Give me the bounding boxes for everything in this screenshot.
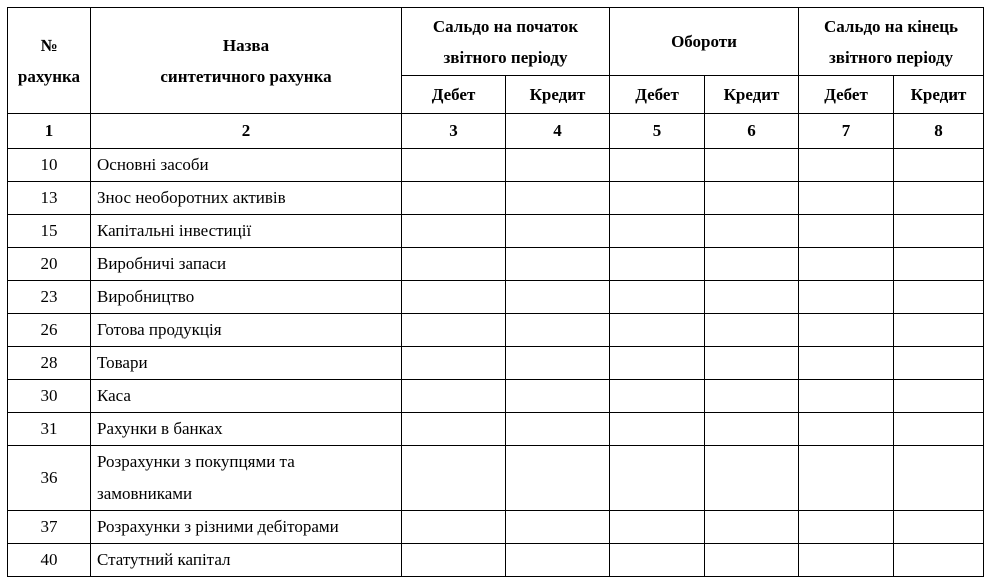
account-name-line: Рахунки в банках [97, 419, 223, 438]
amount-cell [799, 149, 894, 182]
account-name-cell [91, 446, 402, 511]
account-number-cell: 36 [8, 446, 91, 511]
account-number-cell: 10 [8, 149, 91, 182]
table-row [8, 413, 984, 446]
column-number: 4 [506, 114, 610, 149]
account-name-line: Капітальні інвестиції [97, 221, 252, 240]
amount-cell [799, 446, 894, 511]
amount-cell [610, 446, 705, 511]
column-number: 7 [799, 114, 894, 149]
amount-cell [610, 347, 705, 380]
amount-cell [799, 347, 894, 380]
column-number: 2 [91, 114, 402, 149]
column-number: 8 [894, 114, 984, 149]
amount-cell [402, 281, 506, 314]
amount-cell [705, 347, 799, 380]
amount-cell [705, 149, 799, 182]
trial-balance-table [7, 7, 984, 577]
table-row [8, 248, 984, 281]
amount-cell [506, 544, 610, 577]
account-name-cell [91, 314, 402, 347]
header-closing-line2: звітного періоду [828, 47, 954, 67]
amount-cell [894, 248, 984, 281]
amount-cell [610, 215, 705, 248]
amount-cell [705, 248, 799, 281]
amount-cell [610, 380, 705, 413]
amount-cell [705, 281, 799, 314]
header-closing-debit: Дебет [799, 76, 894, 114]
header-closing-balance [799, 8, 984, 76]
amount-cell [402, 413, 506, 446]
account-name-cell [91, 248, 402, 281]
account-number-cell: 28 [8, 347, 91, 380]
amount-cell [705, 446, 799, 511]
account-name-line: Статутний капітал [97, 550, 231, 569]
amount-cell [705, 511, 799, 544]
amount-cell [506, 413, 610, 446]
amount-cell [894, 446, 984, 511]
header-account-name-line2: синтетичного рахунка [160, 66, 332, 86]
column-number: 3 [402, 114, 506, 149]
account-name-line: Розрахунки з покупцями та [97, 452, 295, 471]
account-name-cell [91, 544, 402, 577]
column-number: 1 [8, 114, 91, 149]
amount-cell [610, 182, 705, 215]
amount-cell [402, 347, 506, 380]
table-row [8, 149, 984, 182]
amount-cell [894, 544, 984, 577]
amount-cell [799, 314, 894, 347]
account-name-cell [91, 149, 402, 182]
column-number: 5 [610, 114, 705, 149]
amount-cell [894, 347, 984, 380]
table-row [8, 544, 984, 577]
amount-cell [894, 149, 984, 182]
amount-cell [402, 511, 506, 544]
amount-cell [705, 413, 799, 446]
amount-cell [894, 511, 984, 544]
amount-cell [799, 544, 894, 577]
account-name-cell [91, 511, 402, 544]
account-number-cell: 37 [8, 511, 91, 544]
amount-cell [506, 281, 610, 314]
amount-cell [506, 182, 610, 215]
header-opening-credit: Кредит [506, 76, 610, 114]
amount-cell [799, 413, 894, 446]
amount-cell [506, 149, 610, 182]
table-row [8, 347, 984, 380]
amount-cell [894, 215, 984, 248]
column-number-row [8, 114, 984, 149]
account-name-cell [91, 347, 402, 380]
account-name-cell [91, 380, 402, 413]
account-number-cell: 13 [8, 182, 91, 215]
header-turnover: Обороти [610, 8, 799, 76]
account-number-cell: 20 [8, 248, 91, 281]
account-name-line: Виробництво [97, 287, 195, 306]
account-number-cell: 26 [8, 314, 91, 347]
account-number-cell: 30 [8, 380, 91, 413]
amount-cell [610, 413, 705, 446]
table-row [8, 511, 984, 544]
header-account-number [8, 8, 91, 114]
amount-cell [610, 149, 705, 182]
account-number-cell: 40 [8, 544, 91, 577]
header-turnover-credit: Кредит [705, 76, 799, 114]
amount-cell [610, 248, 705, 281]
table-row [8, 380, 984, 413]
amount-cell [506, 215, 610, 248]
account-name-line: Основні засоби [97, 155, 209, 174]
table-row [8, 314, 984, 347]
amount-cell [402, 314, 506, 347]
header-row-main [8, 8, 984, 76]
header-opening-balance [402, 8, 610, 76]
table-row [8, 215, 984, 248]
header-opening-line2: звітного періоду [443, 47, 568, 67]
amount-cell [799, 215, 894, 248]
account-name-line: замовниками [97, 484, 193, 503]
amount-cell [402, 446, 506, 511]
amount-cell [799, 281, 894, 314]
header-account-name [91, 8, 402, 114]
amount-cell [402, 149, 506, 182]
amount-cell [402, 182, 506, 215]
account-name-line: Готова продукція [97, 320, 222, 339]
amount-cell [506, 511, 610, 544]
amount-cell [705, 182, 799, 215]
account-name-line: Виробничі запаси [97, 254, 227, 273]
amount-cell [506, 314, 610, 347]
account-number-cell: 15 [8, 215, 91, 248]
amount-cell [610, 281, 705, 314]
amount-cell [705, 215, 799, 248]
header-turnover-debit: Дебет [610, 76, 705, 114]
header-account-number-line2: рахунка [17, 66, 81, 86]
amount-cell [506, 446, 610, 511]
account-number-cell: 23 [8, 281, 91, 314]
amount-cell [402, 544, 506, 577]
header-account-number-line1: № [40, 35, 58, 55]
header-account-name-line1: Назва [222, 35, 270, 55]
amount-cell [705, 544, 799, 577]
amount-cell [705, 314, 799, 347]
amount-cell [610, 511, 705, 544]
amount-cell [610, 544, 705, 577]
header-opening-line1: Сальдо на початок [432, 16, 579, 36]
amount-cell [799, 511, 894, 544]
account-name-line: Розрахунки з різними дебіторами [97, 517, 339, 536]
amount-cell [799, 380, 894, 413]
amount-cell [894, 314, 984, 347]
account-name-cell [91, 182, 402, 215]
table-row [8, 446, 984, 511]
amount-cell [799, 182, 894, 215]
amount-cell [894, 281, 984, 314]
amount-cell [799, 248, 894, 281]
amount-cell [402, 248, 506, 281]
column-number: 6 [705, 114, 799, 149]
amount-cell [402, 380, 506, 413]
table-body [8, 149, 984, 577]
amount-cell [506, 248, 610, 281]
amount-cell [894, 182, 984, 215]
amount-cell [402, 215, 506, 248]
amount-cell [506, 347, 610, 380]
header-closing-line1: Сальдо на кінець [824, 16, 958, 36]
amount-cell [894, 413, 984, 446]
account-name-cell [91, 215, 402, 248]
account-name-cell [91, 413, 402, 446]
account-name-cell [91, 281, 402, 314]
account-number-cell: 31 [8, 413, 91, 446]
header-opening-debit: Дебет [402, 76, 506, 114]
amount-cell [506, 380, 610, 413]
table-row [8, 182, 984, 215]
amount-cell [894, 380, 984, 413]
amount-cell [610, 314, 705, 347]
amount-cell [705, 380, 799, 413]
table-row [8, 281, 984, 314]
account-name-line: Товари [97, 353, 148, 372]
account-name-line: Каса [97, 386, 131, 405]
account-name-line: Знос необоротних активів [97, 188, 286, 207]
header-closing-credit: Кредит [894, 76, 984, 114]
